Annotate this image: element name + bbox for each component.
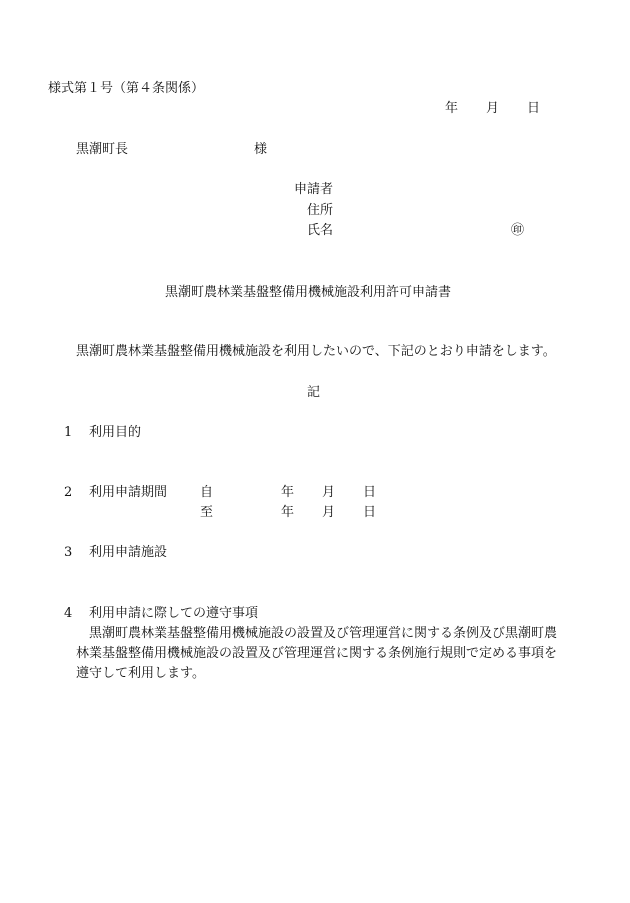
date-month-label: 月 [486, 101, 500, 116]
item-4-number: 4 [64, 606, 73, 621]
ki-marker: 記 [307, 385, 321, 400]
item-1-number: 1 [64, 425, 73, 440]
period-from-day: 日 [363, 485, 377, 500]
period-to-month: 月 [322, 505, 336, 520]
period-to-label: 至 [200, 505, 214, 520]
period-from-month: 月 [322, 485, 336, 500]
item-4-label: 利用申請に際しての遵守事項 [89, 606, 259, 621]
form-number: 様式第１号（第４条関係） [48, 81, 205, 96]
intro-text: 黒潮町農林業基盤整備用機械施設を利用したいので、下記のとおり申請をします。 [76, 344, 556, 359]
applicant-name-label: 氏名 [307, 223, 334, 238]
date-day-label: 日 [527, 101, 541, 116]
document-title: 黒潮町農林業基盤整備用機械施設利用許可申請書 [165, 285, 452, 300]
item-2-number: 2 [64, 485, 73, 500]
addressee-honorific: 様 [254, 142, 268, 157]
period-from-year: 年 [281, 485, 295, 500]
seal-mark: ㊞ [511, 223, 525, 238]
date-year-label: 年 [445, 101, 459, 116]
period-from-label: 自 [200, 485, 214, 500]
addressee-name: 黒潮町長 [76, 142, 129, 157]
item-2-label: 利用申請期間 [89, 485, 168, 500]
compliance-text-line-1: 黒潮町農林業基盤整備用機械施設の設置及び管理運営に関する条例及び黒潮町農 [89, 626, 558, 641]
compliance-text-line-2: 林業基盤整備用機械施設の設置及び管理運営に関する条例施行規則で定める事項を [76, 646, 558, 661]
applicant-heading: 申請者 [294, 182, 334, 197]
compliance-text-line-3: 遵守して利用します。 [76, 666, 205, 681]
item-1-label: 利用目的 [89, 425, 142, 440]
applicant-address-label: 住所 [307, 203, 334, 218]
period-to-year: 年 [281, 505, 295, 520]
item-3-label: 利用申請施設 [89, 545, 168, 560]
item-3-number: 3 [64, 545, 73, 560]
period-to-day: 日 [363, 505, 377, 520]
